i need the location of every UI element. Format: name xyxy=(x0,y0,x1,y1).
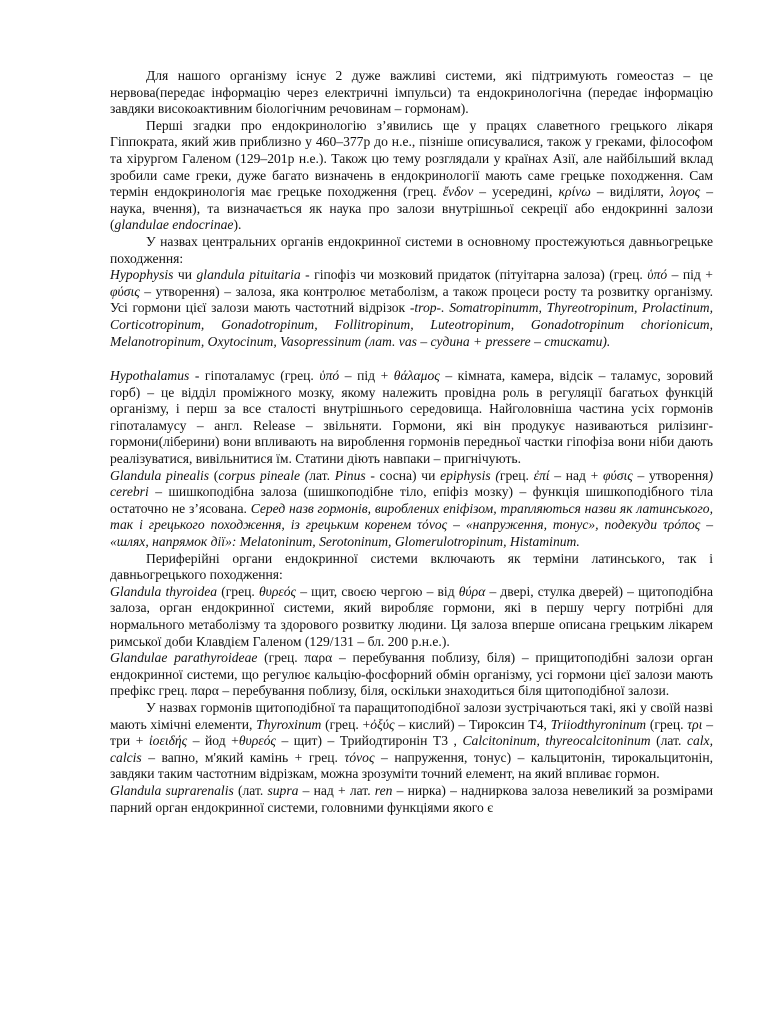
text-run: чи xyxy=(173,267,197,283)
italic-text-run: epiphysis ( xyxy=(440,467,500,483)
text-run: – щит) – Трийодтиронін Т3 , xyxy=(275,733,463,749)
italic-text-run: ἰοειδής xyxy=(148,733,188,749)
text-run: (грец. + xyxy=(321,716,371,732)
italic-text-run: corpus pineale ( xyxy=(218,467,310,483)
text-run: Периферійні органи ендокринної системи включають як терміни латинського, так і давньогрецького походження: xyxy=(110,550,713,583)
italic-text-run: Серед назв гормонів, вироблених епіфізом, трапляються назви як латинського, так і грецького походження, із грецьким коренем τόνος – «напруження, тонус», подекуди τρόπος – «шлях, напрямок дії»: Melatoninum, Serotoninum, Glomerulotropinum, Histaminum. xyxy=(110,500,713,550)
italic-text-run: Glandula suprarenalis xyxy=(110,782,234,798)
italic-text-run: θυρεός xyxy=(258,583,297,599)
italic-text-run: ren xyxy=(374,782,393,798)
italic-text-run: -trop-. xyxy=(409,300,445,316)
italic-text-run: θυρεός xyxy=(238,733,276,749)
italic-text-run: ) cerebri xyxy=(110,467,713,500)
body-paragraph xyxy=(110,551,713,584)
text-run: (лат. xyxy=(650,733,687,749)
text-run: ). xyxy=(233,217,242,233)
text-run: – щит, своєю чергою – від xyxy=(296,583,459,599)
text-run: – виділяти, xyxy=(590,184,670,200)
text-run: (грец. παρα – перебування поблизу, біля) – прищитоподібні залози орган ендокринної системи, що регулює кальцію-фосфорний обмін організму, усі гормони цієї залози мають префікс грец. παρα – перебування поблизу, біля, оскільки знаходиться біля щитоподібної залози. xyxy=(110,650,713,699)
text-run: – напруження, тонус) – кальцитонін, тирокальцитонін, завдяки таким частотним відрізкам, можна зрозуміти точний елемент, на який впливає гормон. xyxy=(110,749,713,782)
text-run: лат. xyxy=(309,467,335,483)
body-paragraph xyxy=(110,468,713,551)
text-run: – під + xyxy=(339,368,394,384)
italic-text-run: calx, calcis xyxy=(110,733,713,765)
italic-text-run: glandulae endocrinae xyxy=(114,217,234,233)
italic-text-run: θύρα xyxy=(458,583,486,599)
italic-text-run: Thyroxinum xyxy=(256,716,322,732)
italic-text-run: θάλαμος xyxy=(393,368,440,384)
text-run: У назвах гормонів щитоподібної та паращитоподібної залози зустрічаються такі, які у своїй назві мають хімічні елементи, xyxy=(110,699,713,732)
italic-text-run: Glandulae parathyroideae xyxy=(110,650,258,666)
italic-text-run: glandula pituitaria xyxy=(196,267,301,283)
italic-text-run: Hypothalamus xyxy=(110,368,190,384)
text-run: Перші згадки про ендокринологію з’явились ще у працях славетного грецького лікаря Гіппократа, який жив приблизно у 460–377р до н.е., пізніше описувалися, також у греками, філософом та хірургом Галеном (129–201р н.е.). Також цю тему розглядали у країнах Азії, але найбільший вклад зробили саме греки, дуже багато визначень в ендокринології мають саме грецьке походження. Сам термін ендокринологія має грецьке походження (грец. xyxy=(110,117,713,200)
text-run: – усередині, xyxy=(473,184,559,200)
text-run: - гіпоталамус (грец. xyxy=(189,368,320,384)
text-run: – наука, вчення), та визначається як наука про залози внутрішньої секреції або ендокринні залози ( xyxy=(110,184,713,233)
body-paragraph xyxy=(110,783,713,816)
text-run: – над + лат. xyxy=(298,782,375,798)
text-run: (грец. xyxy=(217,583,259,599)
italic-text-run: Somatropinumm, Thyreotropinum, Prolactinum, Corticotropinum, Gonadotropinum, Follitropinum, Luteotropinum, Gonadotropinum chorionicum, Melanotropinum, Oxytocinum, Vasopressinum (лат. vas – судина + pressere – стискати). xyxy=(110,300,713,349)
body-paragraph xyxy=(110,700,713,783)
text-run: – кислий) – Тироксин Т4, xyxy=(394,716,551,732)
text-run: - сосна) чи xyxy=(365,467,441,483)
italic-text-run: Triiodthyroninum xyxy=(550,716,647,732)
paragraph-gap xyxy=(110,350,713,368)
italic-text-run: φύσις xyxy=(110,283,140,299)
text-run: – нирка) – надниркова залоза невеликий за розмірами парний орган ендокринної системи, головними функціями якого є xyxy=(110,782,713,815)
text-run: У назвах центральних органів ендокринної системи в основному простежуються давньогрецьке походження: xyxy=(110,233,713,266)
body-paragraph xyxy=(110,68,713,118)
italic-text-run: ὑπό xyxy=(319,368,340,384)
text-run: – три + xyxy=(110,716,713,749)
italic-text-run: τόνος xyxy=(344,749,375,765)
text-run: – вапно, м'який камінь + грец. xyxy=(141,749,345,765)
text-run: – утворення) – залоза, яка контролює метаболізм, а також процеси росту та розвитку організму. Усі гормони цієї залози мають частотний відрізок xyxy=(110,283,713,316)
italic-text-run: φύσις xyxy=(603,467,633,483)
text-run: (грец. xyxy=(646,716,688,732)
italic-text-run: ἔνδον xyxy=(442,184,474,200)
text-run: – над + xyxy=(549,467,604,483)
italic-text-run: ὀξύς xyxy=(370,716,395,732)
italic-text-run: λογος xyxy=(669,184,701,200)
italic-text-run: ὑπό xyxy=(647,267,668,283)
body-paragraph xyxy=(110,584,713,650)
text-run: – шишкоподібна залоза (шишкоподібне тіло, епіфіз мозку) – функція шишкоподібного тіла остаточно не з’ясована. xyxy=(110,484,713,516)
italic-text-run: Pinus xyxy=(334,467,366,483)
italic-text-run: κρίνω xyxy=(558,184,591,200)
text-run: – двері, стулка дверей) – щитоподібна залоза, орган ендокринної системи, який виробляє гормони, які в першу чергу потрібні для нормального метаболізму та здорового розвитку людини. Ця залоза вперше описана грецьким лікарем римської доби Клавдієм Галеном (129/131 – бл. 200 р.н.е.). xyxy=(110,583,713,649)
text-run: – під + xyxy=(667,267,713,283)
italic-text-run: supra xyxy=(267,782,299,798)
text-run: ( xyxy=(209,467,219,483)
text-run: грец. xyxy=(499,467,534,483)
italic-text-run: τρι xyxy=(687,716,703,732)
body-paragraph xyxy=(110,234,713,267)
text-run: (лат. xyxy=(233,782,268,798)
body-paragraph xyxy=(110,368,713,468)
italic-text-run: Hypophysis xyxy=(110,267,174,283)
text-run: – йод + xyxy=(187,733,239,749)
text-run: – кімната, камера, відсік – таламус, зоровий горб) – це відділ проміжного мозку, якому належить провідна роль в регуляції багатьох функцій організму, і перш за все сталості внутрішнього середовища. Найголовніша частина усіх гормонів гіпоталамусу – англ. Release – звільняти. Гормони, які він продукує називаються рилізинг-гормони(ліберини) вони впливають на вироблення гормонів передньої частки гіпофіза вони ніби дають реалізуватися, вивільнитися їм. Статини діють навпаки – пригнічують. xyxy=(110,368,713,467)
body-paragraph xyxy=(110,267,713,350)
italic-text-run: ἐπί xyxy=(533,467,550,483)
italic-text-run: Glandula pinealis xyxy=(110,467,210,483)
italic-text-run: Glandula thyroidea xyxy=(110,583,218,599)
body-paragraph xyxy=(110,118,713,234)
text-run: – утворення xyxy=(632,467,709,483)
italic-text-run: Calcitoninum, thyreocalcitoninum xyxy=(462,733,651,749)
text-run: Для нашого організму існує 2 дуже важливі системи, які підтримують гомеостаз – це нервова(передає інформацію через електричні імпульси) та ендокринологічна (передає інформацію завдяки високоактивним біологічним речовинам – гормонам). xyxy=(110,68,713,117)
body-paragraph xyxy=(110,650,713,700)
text-run: - гіпофіз чи мозковий придаток (пітуітарна залоза) (грец. xyxy=(300,267,648,283)
